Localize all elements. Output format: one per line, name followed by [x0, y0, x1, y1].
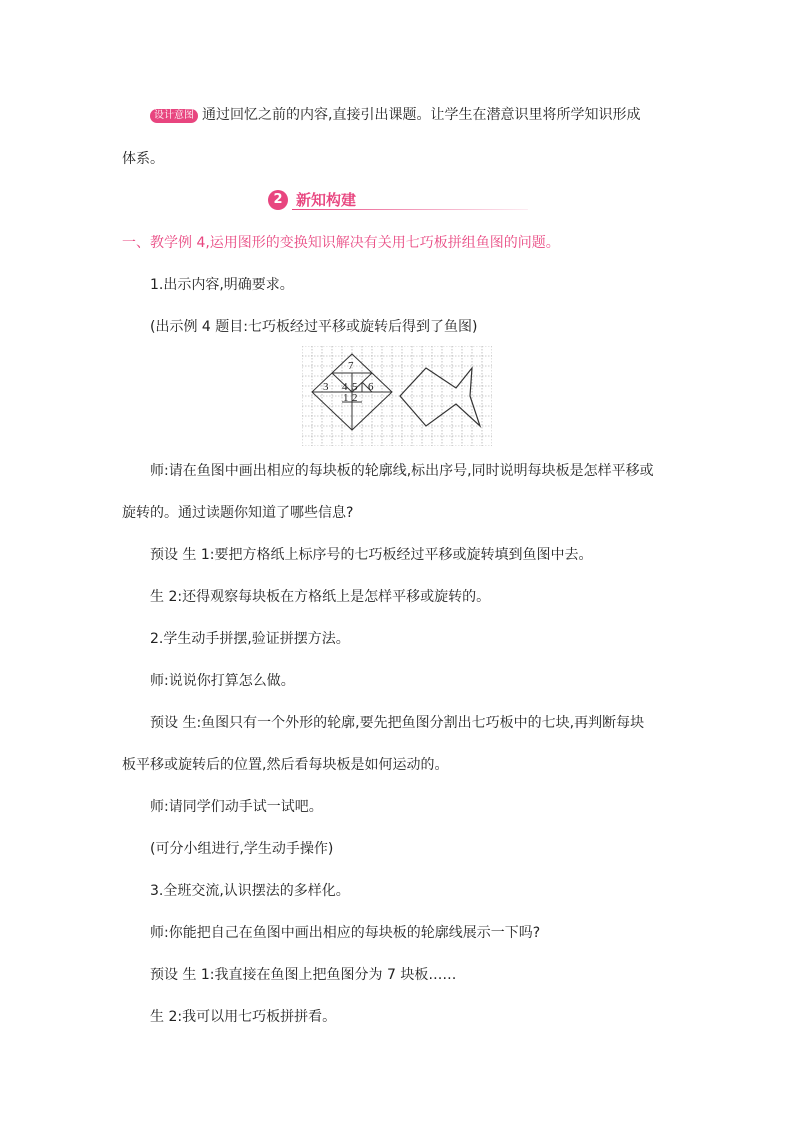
tangram-label: 2: [352, 392, 358, 404]
paragraph: 生 2:还得观察每块板在方格纸上是怎样平移或旋转的。: [150, 589, 491, 605]
tangram-label: 6: [368, 381, 374, 393]
section-number-badge: 2: [268, 190, 288, 210]
tangram-label: 4: [342, 381, 348, 393]
paragraph: 板平移或旋转后的位置,然后看每块板是如何运动的。: [122, 757, 449, 773]
paragraph: (出示例 4 题目:七巧板经过平移或旋转后得到了鱼图): [150, 319, 478, 335]
paragraph: 师:请在鱼图中画出相应的每块板的轮廓线,标出序号,同时说明每块板是怎样平移或: [150, 463, 654, 479]
section-title: 新知构建: [296, 191, 357, 209]
tangram-grid-svg: [302, 346, 492, 446]
section-header: [268, 190, 528, 212]
paragraph: 生 2:我可以用七巧板拼拼看。: [150, 1009, 337, 1025]
design-intent-line-1: [150, 106, 640, 124]
paragraph: 1.出示内容,明确要求。: [150, 277, 294, 293]
paragraph: 2.学生动手拼摆,验证拼摆方法。: [150, 631, 350, 647]
paragraph: 预设 生 1:要把方格纸上标序号的七巧板经过平移或旋转填到鱼图中去。: [150, 547, 593, 563]
design-intent-text: 通过回忆之前的内容,直接引出课题。让学生在潜意识里将所学知识形成: [202, 107, 641, 123]
tangram-label: 7: [348, 360, 354, 372]
design-intent-badge: 设计意图: [150, 109, 198, 123]
design-intent-line-2: 体系。: [122, 151, 164, 167]
teaching-heading: 一、教学例 4,运用图形的变换知识解决有关用七巧板拼组鱼图的问题。: [122, 235, 560, 251]
tangram-fish-figure: [302, 346, 492, 446]
tangram-labels: [323, 360, 374, 404]
paragraph: 师:说说你打算怎么做。: [150, 673, 295, 689]
paragraph: 旋转的。通过读题你知道了哪些信息?: [122, 505, 354, 521]
section-divider: [292, 209, 528, 210]
dashed-grid: [302, 346, 492, 446]
tangram-label: 1: [343, 392, 349, 404]
paragraph: 预设 生:鱼图只有一个外形的轮廓,要先把鱼图分割出七巧板中的七块,再判断每块: [150, 715, 645, 731]
paragraph: (可分小组进行,学生动手操作): [150, 841, 334, 857]
paragraph: 师:请同学们动手试一试吧。: [150, 799, 323, 815]
paragraph: 师:你能把自己在鱼图中画出相应的每块板的轮廓线展示一下吗?: [150, 925, 541, 941]
paragraph: 预设 生 1:我直接在鱼图上把鱼图分为 7 块板……: [150, 967, 457, 983]
paragraph: 3.全班交流,认识摆法的多样化。: [150, 883, 350, 899]
tangram-label: 5: [352, 381, 358, 393]
tangram-label: 3: [323, 381, 329, 393]
